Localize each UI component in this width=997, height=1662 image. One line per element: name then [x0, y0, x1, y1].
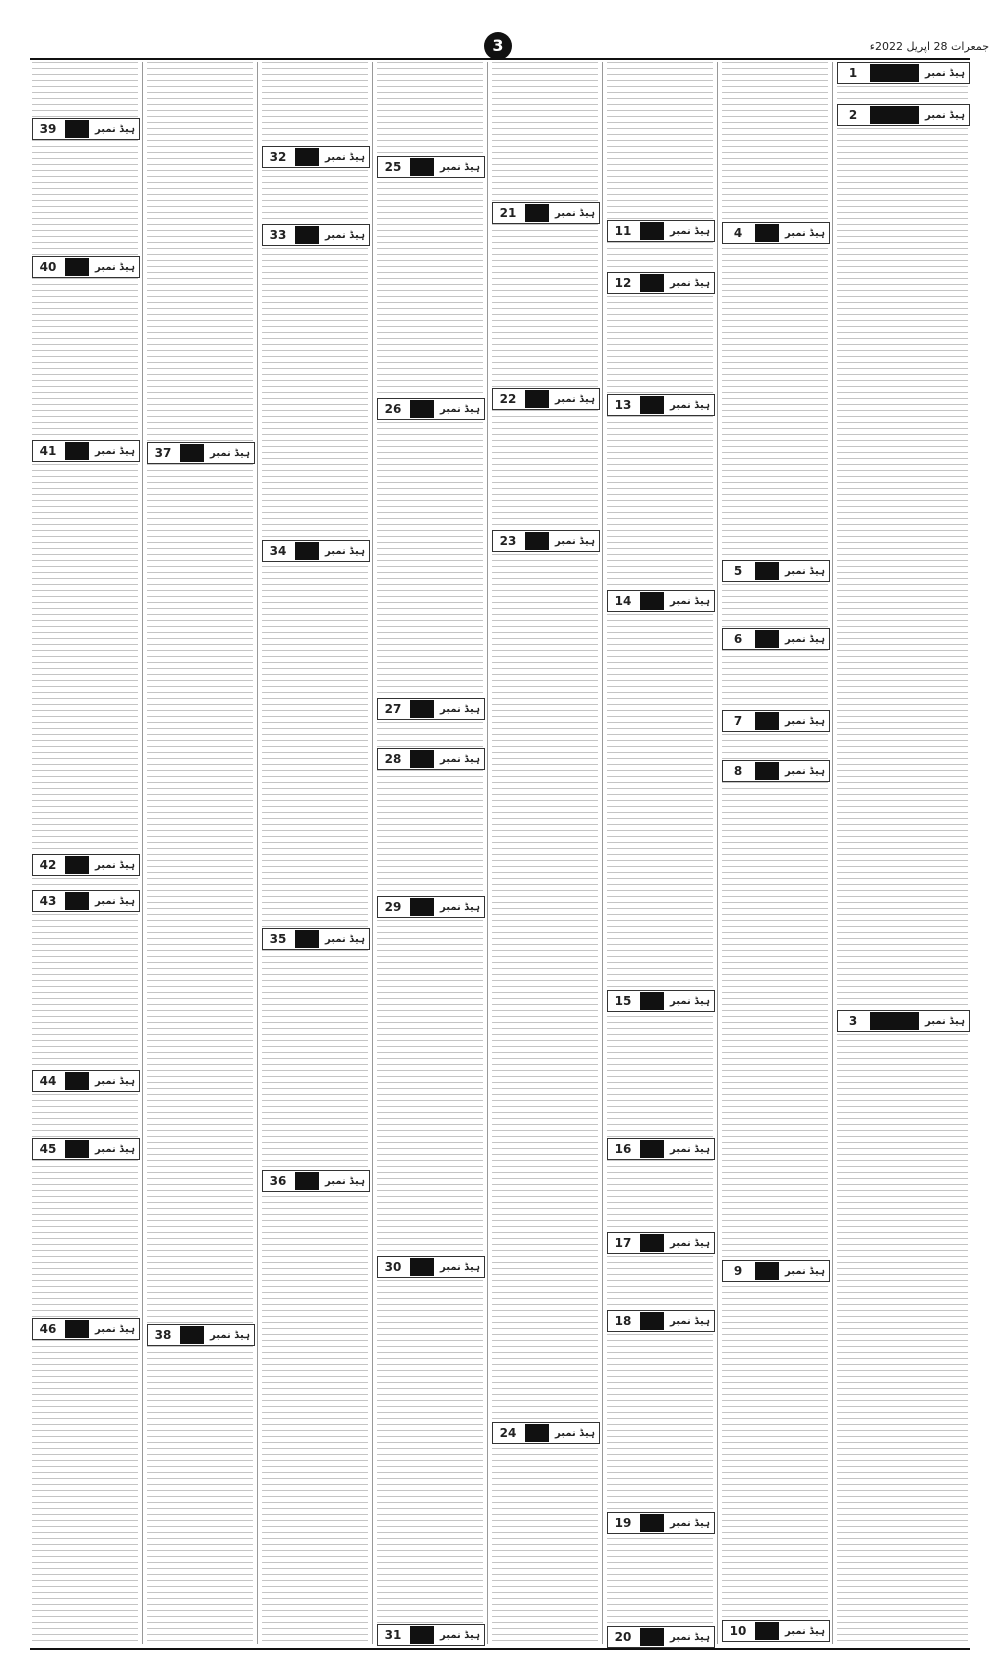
- item-box: [32, 1138, 140, 1160]
- item-box: [262, 540, 370, 562]
- box-bar: [755, 562, 779, 580]
- column-divider: [142, 62, 143, 1644]
- box-bar: [640, 1140, 664, 1158]
- item-label: ہیڈ نمبر: [785, 227, 825, 239]
- box-bar: [65, 1320, 89, 1338]
- item-number: 9: [733, 1264, 743, 1278]
- box-bar: [755, 762, 779, 780]
- page-number: 3: [484, 32, 512, 60]
- item-box: [32, 440, 140, 462]
- box-bar: [525, 204, 549, 222]
- item-number: 16: [614, 1142, 632, 1156]
- item-number: 21: [499, 206, 517, 220]
- item-label: ہیڈ نمبر: [325, 545, 365, 557]
- item-label: ہیڈ نمبر: [670, 225, 710, 237]
- box-bar: [65, 1140, 89, 1158]
- item-number: 38: [154, 1328, 172, 1342]
- box-bar: [755, 712, 779, 730]
- item-number: 3: [848, 1014, 858, 1028]
- item-box: [377, 896, 485, 918]
- item-label: ہیڈ نمبر: [670, 277, 710, 289]
- item-label: ہیڈ نمبر: [555, 1427, 595, 1439]
- box-bar: [870, 106, 919, 124]
- item-box: [607, 1232, 715, 1254]
- item-box: [722, 1620, 830, 1642]
- item-number: 19: [614, 1516, 632, 1530]
- box-bar: [640, 1514, 664, 1532]
- item-box: [32, 118, 140, 140]
- item-number: 20: [614, 1630, 632, 1644]
- column-1: [835, 62, 970, 1644]
- box-bar: [180, 1326, 204, 1344]
- box-bar: [295, 542, 319, 560]
- item-label: ہیڈ نمبر: [670, 1143, 710, 1155]
- box-bar: [755, 224, 779, 242]
- column-3: [605, 62, 715, 1644]
- item-label: ہیڈ نمبر: [95, 895, 135, 907]
- column-2: [720, 62, 830, 1644]
- page-header: [0, 0, 997, 55]
- box-bar: [65, 258, 89, 276]
- box-bar: [525, 532, 549, 550]
- item-box: [607, 394, 715, 416]
- box-bar: [410, 158, 434, 176]
- bottom-rule: [30, 1648, 970, 1650]
- item-number: 41: [39, 444, 57, 458]
- box-bar: [640, 396, 664, 414]
- item-box: [492, 1422, 600, 1444]
- top-rule: [30, 58, 970, 60]
- item-label: ہیڈ نمبر: [670, 1517, 710, 1529]
- item-label: ہیڈ نمبر: [670, 595, 710, 607]
- box-bar: [65, 892, 89, 910]
- box-bar: [640, 1628, 664, 1646]
- item-box: [377, 698, 485, 720]
- item-box: [262, 1170, 370, 1192]
- column-divider: [832, 62, 833, 1644]
- item-number: 39: [39, 122, 57, 136]
- item-number: 12: [614, 276, 632, 290]
- box-bar: [525, 390, 549, 408]
- item-box: [607, 1138, 715, 1160]
- box-bar: [755, 1262, 779, 1280]
- item-box: [837, 104, 970, 126]
- item-number: 35: [269, 932, 287, 946]
- item-label: ہیڈ نمبر: [785, 565, 825, 577]
- item-label: ہیڈ نمبر: [670, 1237, 710, 1249]
- column-divider: [717, 62, 718, 1644]
- item-number: 46: [39, 1322, 57, 1336]
- item-label: ہیڈ نمبر: [440, 403, 480, 415]
- item-box: [377, 1256, 485, 1278]
- item-box: [607, 1310, 715, 1332]
- item-label: ہیڈ نمبر: [785, 715, 825, 727]
- item-label: ہیڈ نمبر: [925, 1015, 965, 1027]
- box-bar: [640, 592, 664, 610]
- item-box: [492, 530, 600, 552]
- item-box: [722, 760, 830, 782]
- item-box: [722, 560, 830, 582]
- item-label: ہیڈ نمبر: [785, 1625, 825, 1637]
- item-box: [607, 590, 715, 612]
- item-box: [32, 256, 140, 278]
- item-box: [607, 990, 715, 1012]
- item-number: 36: [269, 1174, 287, 1188]
- item-label: ہیڈ نمبر: [670, 1631, 710, 1643]
- item-label: ہیڈ نمبر: [325, 229, 365, 241]
- box-bar: [640, 1234, 664, 1252]
- box-bar: [65, 1072, 89, 1090]
- item-number: 24: [499, 1426, 517, 1440]
- item-label: ہیڈ نمبر: [95, 1323, 135, 1335]
- column-6: [260, 62, 370, 1644]
- item-label: ہیڈ نمبر: [785, 1265, 825, 1277]
- item-number: 33: [269, 228, 287, 242]
- item-label: ہیڈ نمبر: [440, 1629, 480, 1641]
- item-number: 30: [384, 1260, 402, 1274]
- box-bar: [180, 444, 204, 462]
- item-box: [607, 1626, 715, 1648]
- item-number: 13: [614, 398, 632, 412]
- item-box: [147, 1324, 255, 1346]
- column-divider: [372, 62, 373, 1644]
- item-label: ہیڈ نمبر: [440, 901, 480, 913]
- box-bar: [870, 64, 919, 82]
- item-box: [492, 388, 600, 410]
- item-label: ہیڈ نمبر: [555, 535, 595, 547]
- item-label: ہیڈ نمبر: [670, 399, 710, 411]
- item-label: ہیڈ نمبر: [95, 1143, 135, 1155]
- box-bar: [295, 226, 319, 244]
- item-number: 26: [384, 402, 402, 416]
- column-divider: [257, 62, 258, 1644]
- item-box: [377, 1624, 485, 1646]
- item-box: [722, 222, 830, 244]
- item-box: [32, 854, 140, 876]
- item-number: 45: [39, 1142, 57, 1156]
- box-bar: [65, 442, 89, 460]
- item-label: ہیڈ نمبر: [670, 995, 710, 1007]
- item-label: ہیڈ نمبر: [785, 633, 825, 645]
- box-bar: [410, 1626, 434, 1644]
- item-number: 40: [39, 260, 57, 274]
- item-number: 2: [848, 108, 858, 122]
- item-box: [262, 146, 370, 168]
- item-number: 6: [733, 632, 743, 646]
- item-label: ہیڈ نمبر: [210, 447, 250, 459]
- item-number: 28: [384, 752, 402, 766]
- box-bar: [755, 630, 779, 648]
- item-label: ہیڈ نمبر: [210, 1329, 250, 1341]
- item-number: 15: [614, 994, 632, 1008]
- issue-date: جمعرات 28 اپریل 2022ء: [869, 40, 989, 53]
- item-box: [722, 710, 830, 732]
- item-number: 1: [848, 66, 858, 80]
- item-label: ہیڈ نمبر: [95, 445, 135, 457]
- item-number: 17: [614, 1236, 632, 1250]
- item-box: [377, 748, 485, 770]
- item-box: [607, 220, 715, 242]
- item-label: ہیڈ نمبر: [440, 161, 480, 173]
- item-number: 14: [614, 594, 632, 608]
- box-bar: [65, 120, 89, 138]
- column-4: [490, 62, 600, 1644]
- item-label: ہیڈ نمبر: [555, 393, 595, 405]
- box-bar: [640, 1312, 664, 1330]
- item-box: [262, 928, 370, 950]
- item-label: ہیڈ نمبر: [325, 933, 365, 945]
- item-number: 11: [614, 224, 632, 238]
- item-label: ہیڈ نمبر: [325, 1175, 365, 1187]
- item-number: 25: [384, 160, 402, 174]
- item-label: ہیڈ نمبر: [440, 1261, 480, 1273]
- item-label: ہیڈ نمبر: [785, 765, 825, 777]
- item-label: ہیڈ نمبر: [440, 753, 480, 765]
- item-label: ہیڈ نمبر: [440, 703, 480, 715]
- item-number: 4: [733, 226, 743, 240]
- item-box: [32, 1070, 140, 1092]
- item-number: 37: [154, 446, 172, 460]
- box-bar: [410, 700, 434, 718]
- item-number: 34: [269, 544, 287, 558]
- item-number: 22: [499, 392, 517, 406]
- item-box: [32, 890, 140, 912]
- item-box: [377, 156, 485, 178]
- box-bar: [410, 400, 434, 418]
- item-box: [377, 398, 485, 420]
- item-number: 44: [39, 1074, 57, 1088]
- column-5: [375, 62, 485, 1644]
- item-label: ہیڈ نمبر: [95, 261, 135, 273]
- item-box: [262, 224, 370, 246]
- item-number: 23: [499, 534, 517, 548]
- box-bar: [640, 274, 664, 292]
- item-number: 27: [384, 702, 402, 716]
- item-box: [607, 1512, 715, 1534]
- column-7: [145, 62, 255, 1644]
- box-bar: [640, 992, 664, 1010]
- item-number: 10: [729, 1624, 747, 1638]
- item-label: ہیڈ نمبر: [925, 67, 965, 79]
- item-label: ہیڈ نمبر: [325, 151, 365, 163]
- item-number: 8: [733, 764, 743, 778]
- box-bar: [65, 856, 89, 874]
- item-label: ہیڈ نمبر: [925, 109, 965, 121]
- column-divider: [602, 62, 603, 1644]
- column-8: [30, 62, 140, 1644]
- item-box: [837, 62, 970, 84]
- box-bar: [870, 1012, 919, 1030]
- item-label: ہیڈ نمبر: [95, 859, 135, 871]
- item-number: 5: [733, 564, 743, 578]
- item-number: 32: [269, 150, 287, 164]
- item-number: 18: [614, 1314, 632, 1328]
- item-number: 31: [384, 1628, 402, 1642]
- box-bar: [755, 1622, 779, 1640]
- box-bar: [525, 1424, 549, 1442]
- item-number: 29: [384, 900, 402, 914]
- item-number: 43: [39, 894, 57, 908]
- item-label: ہیڈ نمبر: [555, 207, 595, 219]
- item-number: 42: [39, 858, 57, 872]
- item-label: ہیڈ نمبر: [95, 123, 135, 135]
- box-bar: [295, 148, 319, 166]
- item-box: [837, 1010, 970, 1032]
- box-bar: [410, 898, 434, 916]
- box-bar: [295, 1172, 319, 1190]
- item-box: [722, 628, 830, 650]
- item-box: [607, 272, 715, 294]
- column-divider: [487, 62, 488, 1644]
- item-box: [32, 1318, 140, 1340]
- item-label: ہیڈ نمبر: [95, 1075, 135, 1087]
- item-label: ہیڈ نمبر: [670, 1315, 710, 1327]
- box-bar: [410, 750, 434, 768]
- box-bar: [640, 222, 664, 240]
- item-box: [147, 442, 255, 464]
- item-number: 7: [733, 714, 743, 728]
- box-bar: [295, 930, 319, 948]
- box-bar: [410, 1258, 434, 1276]
- item-box: [722, 1260, 830, 1282]
- item-box: [492, 202, 600, 224]
